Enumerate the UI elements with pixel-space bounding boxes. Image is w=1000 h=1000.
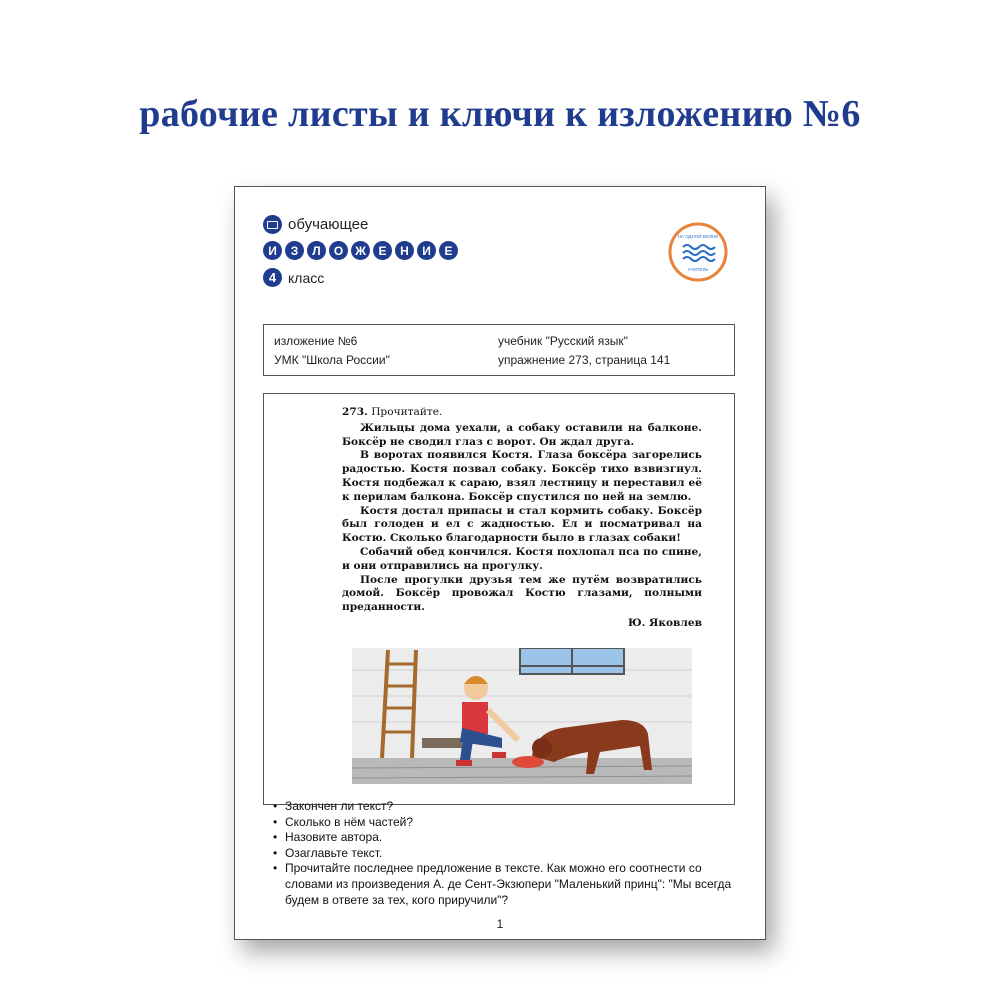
worksheet-page [234,186,766,940]
logo-letter: Н [395,241,414,260]
info-exercise: упражнение 273, страница 141 [498,353,671,367]
logo-letter: Е [439,241,458,260]
logo-top-row [263,215,368,234]
logo-letter: И [417,241,436,260]
question-item: • Сколько в нём частей? [285,815,745,831]
page-heading: рабочие листы и ключи к изложению №6 [139,93,861,135]
info-number: изложение №6 [274,334,358,348]
logo-letter: Л [307,241,326,260]
question-item: • Прочитайте последнее предложение в тексте. Как можно его соотнести со словами из произведения А. де Сент-Экзюпери "Маленький принц": "Мы всегда будем в ответе за тех, кого приручили"? [285,861,745,908]
logo-grade-row [263,268,324,287]
logo-izlozhenie-letters [263,241,458,260]
exercise-paragraph: После прогулки друзья тем же путём возвратились домой. Боксёр провожал Костю глазами, полными преданности. [342,573,702,614]
exercise-title [342,406,702,420]
exercise-paragraph: Собачий обед кончился. Костя похлопал пса по спине, и они отправились на прогулку. [342,545,702,572]
boy-feeding-dog-illustration [352,648,692,784]
logo-letter: О [329,241,348,260]
logo-letter: И [263,241,282,260]
logo-letter: Е [373,241,392,260]
logo-letter: З [285,241,304,260]
info-textbook: учебник "Русский язык" [498,334,628,348]
page-number: 1 [496,917,504,931]
info-umk: УМК "Школа России" [274,353,390,367]
book-icon [263,215,282,234]
questions-block [265,799,745,908]
logo-letter: Ж [351,241,370,260]
badge-bottom-text: УЧИТЕЛЬ [687,267,709,272]
question-item: • Назовите автора. [285,830,745,846]
grade-number: 4 [263,268,282,287]
exercise-paragraph: В воротах появился Костя. Глаза боксёра загорелись радостью. Костя позвал собаку. Боксёр тихо взвизгнул. Костя подбежал к сараю, взял лестницу и переставил её к перилам балкона. Боксёр спустился по ней на землю. [342,449,702,503]
exercise-number: 273. [342,406,368,418]
na-odnoy-volne-badge-icon [667,221,729,283]
info-box [263,324,735,376]
question-item: • Озаглавьте текст. [285,846,745,862]
question-item: • Закончен ли текст? [285,799,745,815]
exercise-author: Ю. Яковлев [627,616,702,629]
exercise-instruction: Прочитайте. [371,406,443,418]
exercise-paragraph: Жильцы дома уехали, а собаку оставили на балконе. Боксёр не сводил глаз с ворот. Он ждал друга. [342,421,702,448]
exercise-text [342,406,702,631]
logo-obuchayushchee: обучающее [288,216,369,233]
exercise-paragraph: Костя достал припасы и стал кормить собаку. Боксёр был голоден и ел с жадностью. Ел и посматривал на Костю. Сколько благодарности было в глазах собаки! [342,504,702,545]
exercise-box [263,393,735,805]
grade-word: класс [288,269,325,286]
badge-top-text: НА ОДНОЙ ВОЛНЕ [677,234,719,239]
